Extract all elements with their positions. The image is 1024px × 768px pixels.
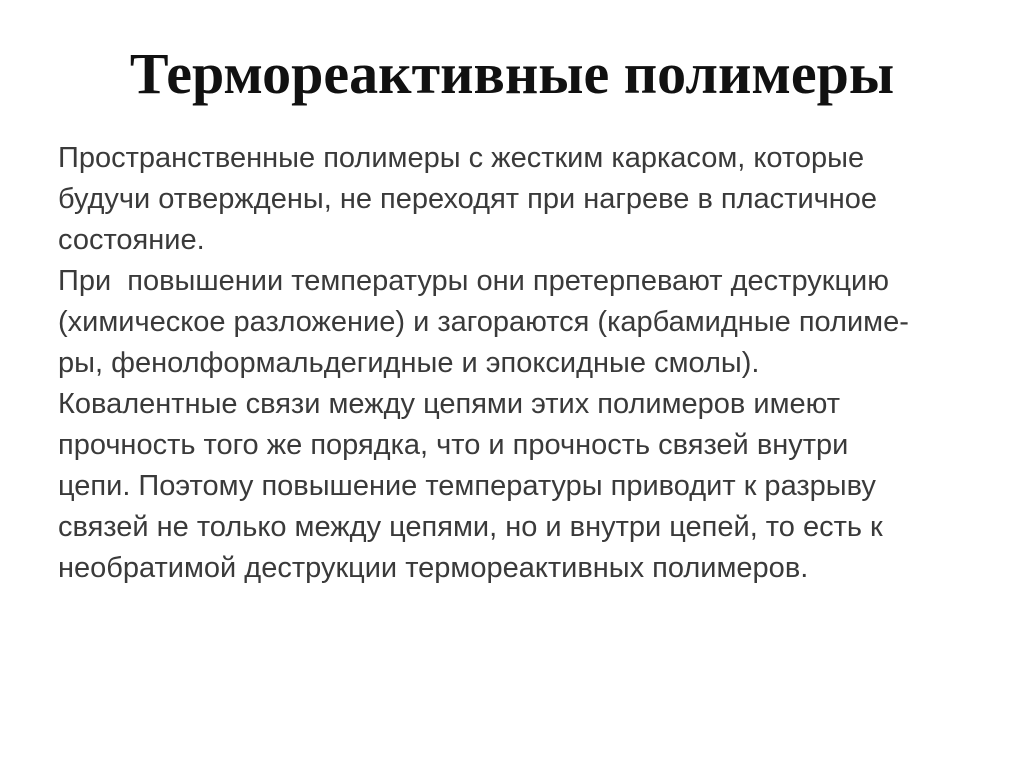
- body-line-2: будучи отверждены, не переходят при нагреве в пластичное: [58, 183, 878, 215]
- body-line-6: ры, фенолформальдегидные и эпоксидные смолы).: [58, 347, 760, 379]
- body-line-5: (химическое разложение) и загораются (карбамидные полиме-: [58, 306, 909, 338]
- body-line-3: состояние.: [58, 224, 205, 256]
- body-line-8: прочность того же порядка, что и прочность связей внутри: [58, 429, 849, 461]
- body-line-4: При повышении температуры они претерпевают деструкцию: [58, 265, 890, 297]
- slide-body-text: [58, 138, 998, 589]
- body-line-1: Пространственные полимеры с жестким каркасом, которые: [58, 142, 865, 174]
- slide-title: Термореактивные полимеры: [129, 41, 895, 106]
- body-line-11: необратимой деструкции термореактивных полимеров.: [58, 552, 809, 584]
- body-line-7: Ковалентные связи между цепями этих полимеров имеют: [58, 388, 841, 420]
- body-line-9: цепи. Поэтому повышение температуры приводит к разрыву: [58, 470, 876, 502]
- body-line-10: связей не только между цепями, но и внутри цепей, то есть к: [58, 511, 883, 543]
